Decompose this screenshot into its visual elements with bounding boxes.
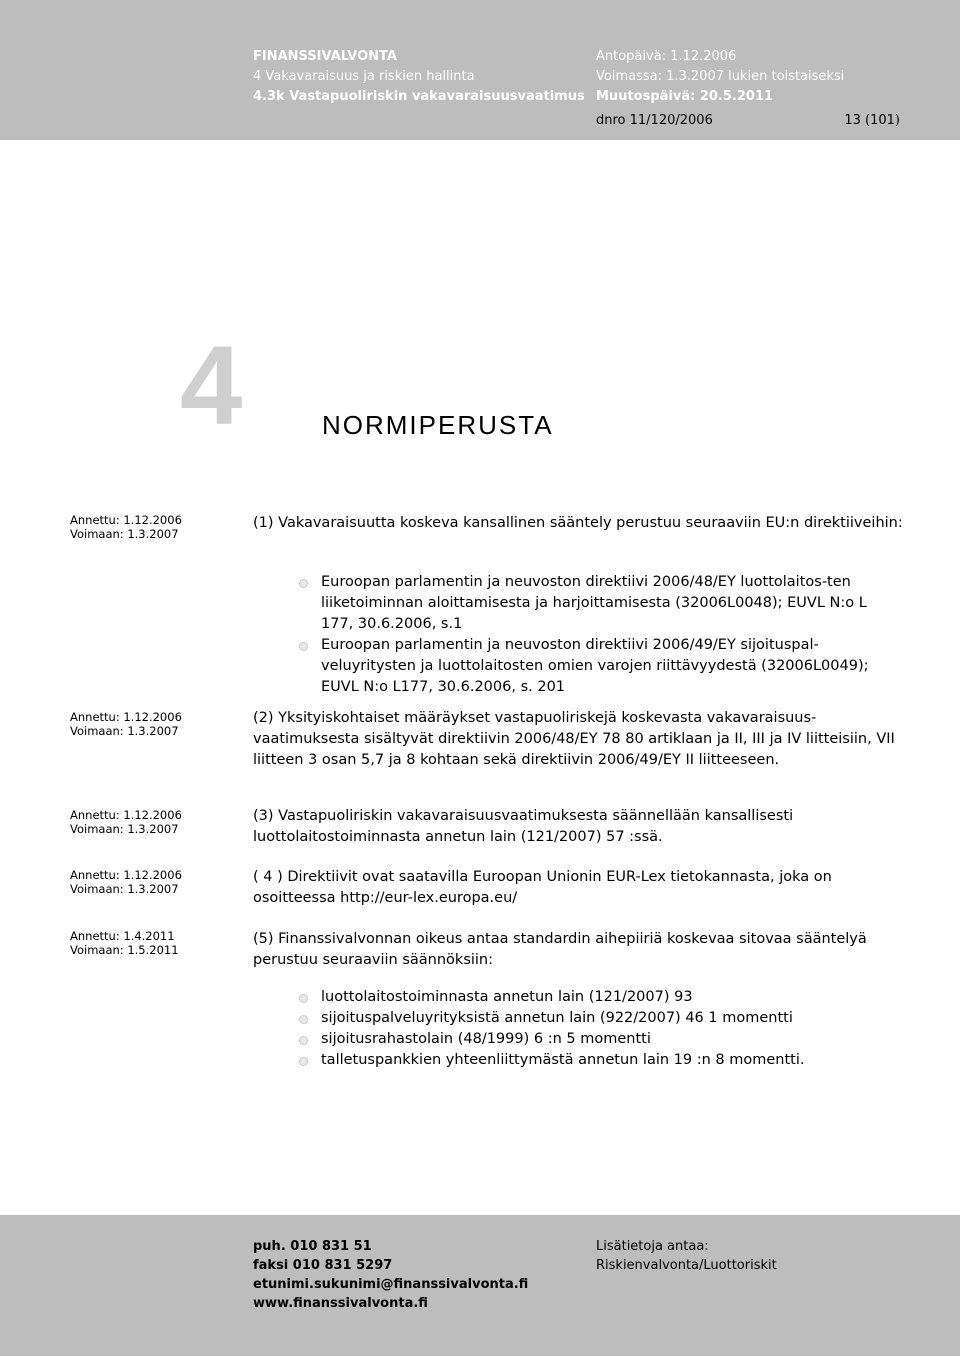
margin-note-issued: Annettu: 1.12.2006 (70, 808, 182, 822)
paragraph-5-list (295, 987, 895, 1071)
paragraph-2: (2) Yksityiskohtaiset määräykset vastapuoliriskejä koskevasta vakavaraisuus-vaatimuksesta sisältyvät direktiivin 2006/48/EY 78 80 artiklaan ja II, III ja IV liitteisiin, VII liitteen 3 osan 5,7 ja 8 kohtaan sekä direktiivin 2006/49/EY II liitteeseen. (253, 710, 895, 768)
margin-note-issued: Annettu: 1.12.2006 (70, 868, 182, 882)
header-section: 4 Vakavaraisuus ja riskien hallinta (253, 69, 475, 84)
header-issued: Antopäivä: 1.12.2006 (596, 49, 737, 64)
header-amended: Muutospäivä: 20.5.2011 (596, 89, 774, 104)
paragraph-1-list (295, 572, 895, 698)
list-item: luottolaitostoiminnasta annetun lain (121/2007) 93 (295, 987, 895, 1008)
header-right (596, 47, 916, 107)
margin-note (70, 808, 240, 836)
margin-note (70, 868, 240, 896)
paragraph-4: ( 4 ) Direktiivit ovat saatavilla Euroopan Unionin EUR-Lex tietokannasta, joka on osoitteessa http://eur-lex.europa.eu/ (253, 869, 832, 906)
margin-note-issued: Annettu: 1.4.2011 (70, 929, 175, 943)
margin-note-issued: Annettu: 1.12.2006 (70, 513, 182, 527)
paragraph-5: (5) Finanssivalvonnan oikeus antaa standardin aihepiiriä koskevaa sitovaa sääntelyä perustuu seuraaviin säännöksiin: (253, 931, 867, 968)
footer-email: etunimi.sukunimi@finanssivalvonta.fi (253, 1277, 529, 1292)
margin-note (70, 710, 240, 738)
header-dnro: dnro 11/120/2006 (596, 113, 713, 128)
footer-info-unit: Riskienvalvonta/Luottoriskit (596, 1258, 777, 1273)
footer-phone: puh. 010 831 51 (253, 1239, 372, 1254)
margin-note-in-force: Voimaan: 1.5.2011 (70, 943, 179, 957)
page-footer (0, 1215, 960, 1356)
paragraph-1: (1) Vakavaraisuutta koskeva kansallinen sääntely perustuu seuraaviin EU:n direktiiveihin: (253, 515, 903, 531)
margin-note-issued: Annettu: 1.12.2006 (70, 710, 182, 724)
list-item: Euroopan parlamentin ja neuvoston direktiivi 2006/49/EY sijoituspal-veluyritysten ja luottolaitosten omien varojen riittävyydestä (32006L0049); EUVL N:o L177, 30.6.2006, s. 201 (295, 635, 895, 698)
list-item: talletuspankkien yhteenliittymästä annetun lain 19 :n 8 momentti. (295, 1050, 895, 1071)
chapter-title: NORMIPERUSTA (322, 410, 554, 440)
margin-note-in-force: Voimaan: 1.3.2007 (70, 822, 179, 836)
margin-note-in-force: Voimaan: 1.3.2007 (70, 724, 179, 738)
header-subsection: 4.3k Vastapuoliriskin vakavaraisuusvaatimus (253, 89, 585, 104)
footer-fax: faksi 010 831 5297 (253, 1258, 393, 1273)
page-header (0, 0, 960, 140)
paragraph-3: (3) Vastapuoliriskin vakavaraisuusvaatimuksesta säännellään kansallisesti luottolaitostoiminnasta annetun lain (121/2007) 57 :ssä. (253, 808, 794, 845)
footer-contact (253, 1237, 528, 1313)
margin-note-in-force: Voimaan: 1.3.2007 (70, 527, 179, 541)
header-left (253, 47, 593, 107)
list-item: sijoitusrahastolain (48/1999) 6 :n 5 momentti (295, 1029, 895, 1050)
header-page-number: 13 (101) (844, 113, 900, 128)
margin-note (70, 929, 240, 957)
list-item: Euroopan parlamentin ja neuvoston direktiivi 2006/48/EY luottolaitos-ten liiketoiminnan aloittamisesta ja harjoittamisesta (32006L0048); EUVL N:o L 177, 30.6.2006, s.1 (295, 572, 895, 635)
footer-info (596, 1237, 777, 1275)
margin-note-in-force: Voimaan: 1.3.2007 (70, 882, 179, 896)
header-in-force: Voimassa: 1.3.2007 lukien toistaiseksi (596, 69, 845, 84)
footer-website: www.finanssivalvonta.fi (253, 1296, 428, 1311)
margin-note (70, 513, 240, 541)
header-org: FINANSSIVALVONTA (253, 49, 397, 64)
chapter-number: 4 (180, 323, 243, 448)
list-item: sijoituspalveluyrityksistä annetun lain (922/2007) 46 1 momentti (295, 1008, 895, 1029)
footer-info-label: Lisätietoja antaa: (596, 1239, 709, 1254)
